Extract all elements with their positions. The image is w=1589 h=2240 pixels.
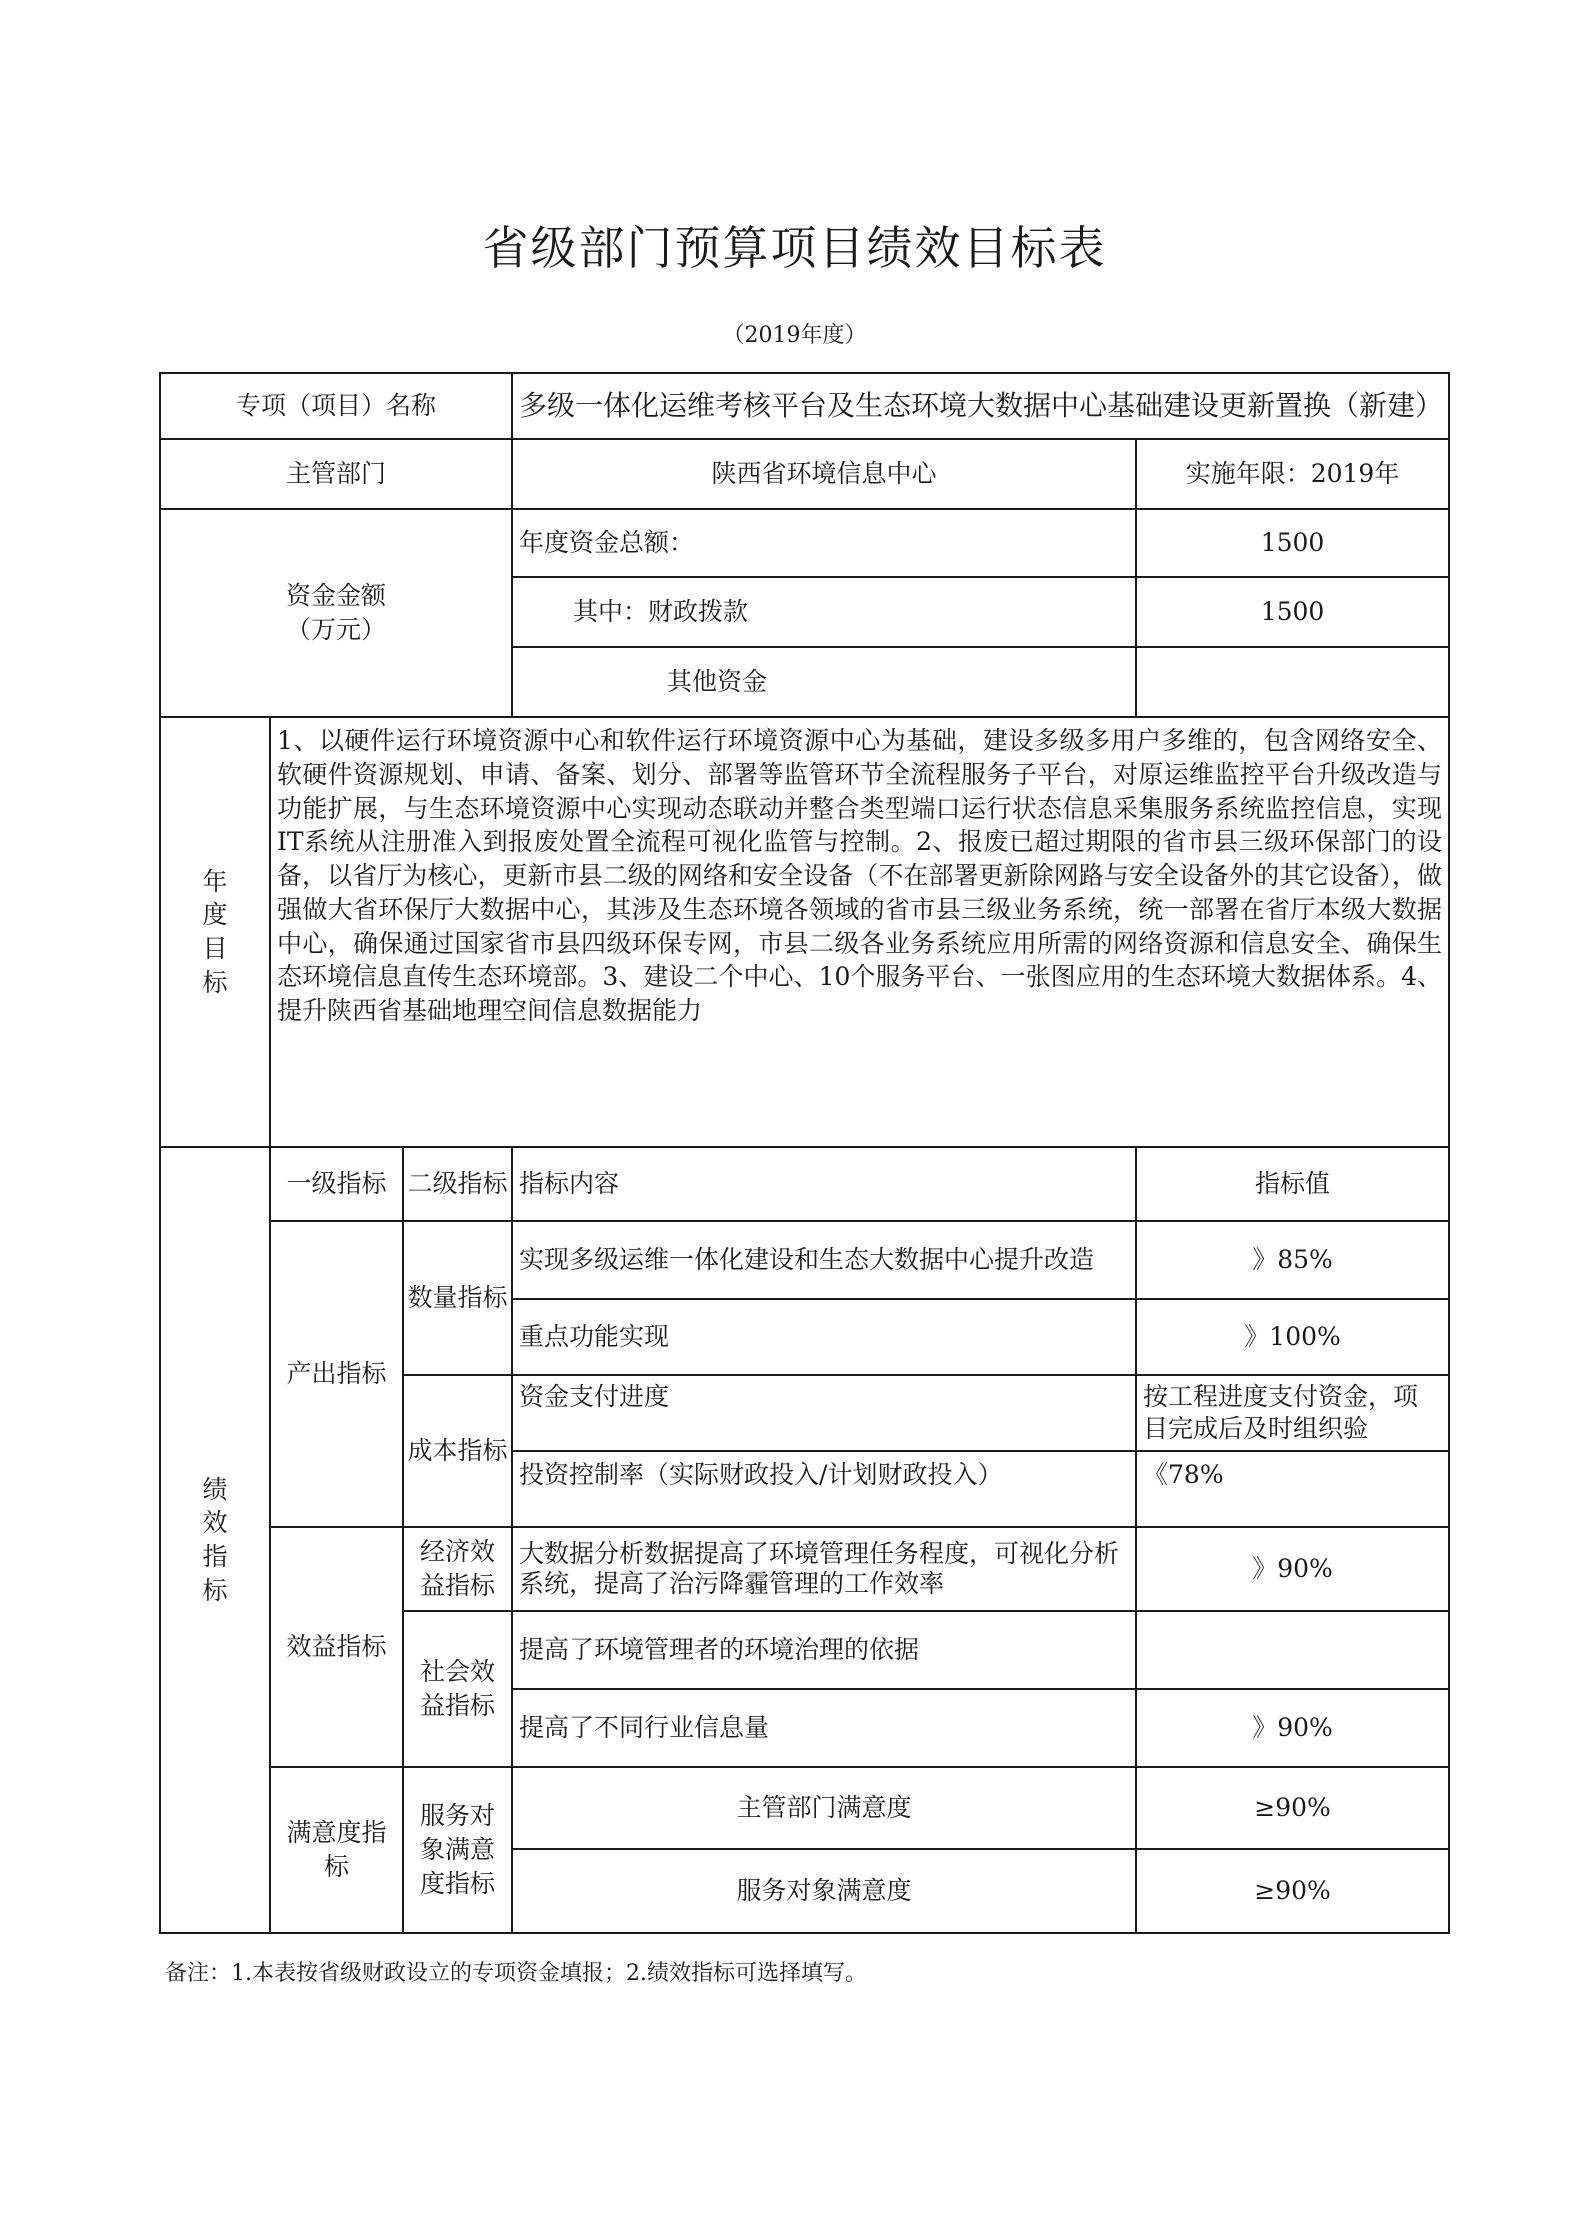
indicator-content: 主管部门满意度 xyxy=(512,1767,1136,1849)
fund-fiscal-value: 1500 xyxy=(1136,577,1449,647)
header-content: 指标内容 xyxy=(512,1147,1136,1221)
indicator-content: 投资控制率（实际财政投入/计划财政投入） xyxy=(512,1451,1136,1527)
quantity-indicator-label: 数量指标 xyxy=(403,1221,512,1375)
benefit-indicator-label: 效益指标 xyxy=(270,1527,403,1767)
project-name-value: 多级一体化运维考核平台及生态环境大数据中心基础建设更新置换（新建） xyxy=(512,373,1449,439)
fund-total-label: 年度资金总额： xyxy=(512,509,1136,577)
table-row xyxy=(160,1767,1449,1849)
indicator-content: 资金支付进度 xyxy=(512,1375,1136,1451)
indicator-value: 》85% xyxy=(1136,1221,1449,1299)
project-name-label: 专项（项目）名称 xyxy=(160,373,512,439)
indicator-value: 按工程进度支付资金，项目完成后及时组织验 xyxy=(1136,1375,1449,1451)
dept-value: 陕西省环境信息中心 xyxy=(512,439,1136,509)
output-indicator-label: 产出指标 xyxy=(270,1221,403,1527)
indicator-content: 服务对象满意度 xyxy=(512,1849,1136,1933)
fund-total-value: 1500 xyxy=(1136,509,1449,577)
row-fund-total xyxy=(160,509,1449,577)
fund-other-label: 其他资金 xyxy=(512,647,1136,717)
indicator-content: 大数据分析数据提高了环境管理任务程度，可视化分析系统，提高了治污降霾管理的工作效率 xyxy=(512,1527,1136,1611)
service-satisfaction-label: 服务对象满意度指标 xyxy=(403,1767,512,1933)
table-row xyxy=(160,1527,1449,1611)
social-benefit-label: 社会效益指标 xyxy=(403,1611,512,1767)
fiscal-year: （2019年度） xyxy=(722,323,867,348)
satisfaction-indicator-label: 满意度指标 xyxy=(270,1767,403,1933)
header-value: 指标值 xyxy=(1136,1147,1449,1221)
row-annual-goal xyxy=(160,717,1449,1147)
performance-target-table xyxy=(159,372,1450,1934)
cost-indicator-label: 成本指标 xyxy=(403,1375,512,1527)
indicator-value: 》90% xyxy=(1136,1689,1449,1767)
fund-fiscal-label: 其中：财政拨款 xyxy=(512,577,1136,647)
fund-other-value xyxy=(1136,647,1449,717)
implementation-period: 实施年限：2019年 xyxy=(1136,439,1449,509)
indicator-content: 重点功能实现 xyxy=(512,1299,1136,1375)
page-title: 省级部门预算项目绩效目标表 xyxy=(482,221,1107,275)
indicator-content: 提高了环境管理者的环境治理的依据 xyxy=(512,1611,1136,1689)
footnote: 备注：1.本表按省级财政设立的专项资金填报；2.绩效指标可选择填写。 xyxy=(165,1961,867,1986)
indicator-value xyxy=(1136,1611,1449,1689)
row-perf-header xyxy=(160,1147,1449,1221)
indicator-value: ≥90% xyxy=(1136,1849,1449,1933)
header-level1: 一级指标 xyxy=(270,1147,403,1221)
annual-goal-label: 年度目标 xyxy=(160,717,270,1147)
indicator-content: 实现多级运维一体化建设和生态大数据中心提升改造 xyxy=(512,1221,1136,1299)
indicator-content: 提高了不同行业信息量 xyxy=(512,1689,1136,1767)
economic-benefit-label: 经济效益指标 xyxy=(403,1527,512,1611)
row-project-name xyxy=(160,373,1449,439)
indicator-value: 《78% xyxy=(1136,1451,1449,1527)
row-dept xyxy=(160,439,1449,509)
annual-goal-text: 1、以硬件运行环境资源中心和软件运行环境资源中心为基础，建设多级多用户多维的，包含网络安全、软硬件资源规划、申请、备案、划分、部署等监管环节全流程服务子平台，对原运维监控平台升级改造与功能扩展，与生态环境资源中心实现动态联动并整合类型端口运行状态信息采集服务系统监控信息，实现IT系统从注册准入到报废处置全流程可视化监管与控制。2、报废已超过期限的省市县三级环保部门的设备，以省厅为核心，更新市县二级的网络和安全设备（不在部署更新除网路与安全设备外的其它设备），做强做大省环保厅大数据中心，其涉及生态环境各领域的省市县三级业务系统，统一部署在省厅本级大数据中心，确保通过国家省市县四级环保专网，市县二级各业务系统应用所需的网络资源和信息安全、确保生态环境信息直传生态环境部。3、建设二个中心、10个服务平台、一张图应用的生态环境大数据体系。4、提升陕西省基础地理空间信息数据能力 xyxy=(270,717,1449,1147)
indicator-value: 》100% xyxy=(1136,1299,1449,1375)
fund-amount-label: 资金金额 （万元） xyxy=(160,509,512,717)
table-row xyxy=(160,1221,1449,1299)
header-level2: 二级指标 xyxy=(403,1147,512,1221)
indicator-value: ≥90% xyxy=(1136,1767,1449,1849)
indicator-value: 》90% xyxy=(1136,1527,1449,1611)
dept-label: 主管部门 xyxy=(160,439,512,509)
perf-indicator-label: 绩效指标 xyxy=(160,1147,270,1933)
